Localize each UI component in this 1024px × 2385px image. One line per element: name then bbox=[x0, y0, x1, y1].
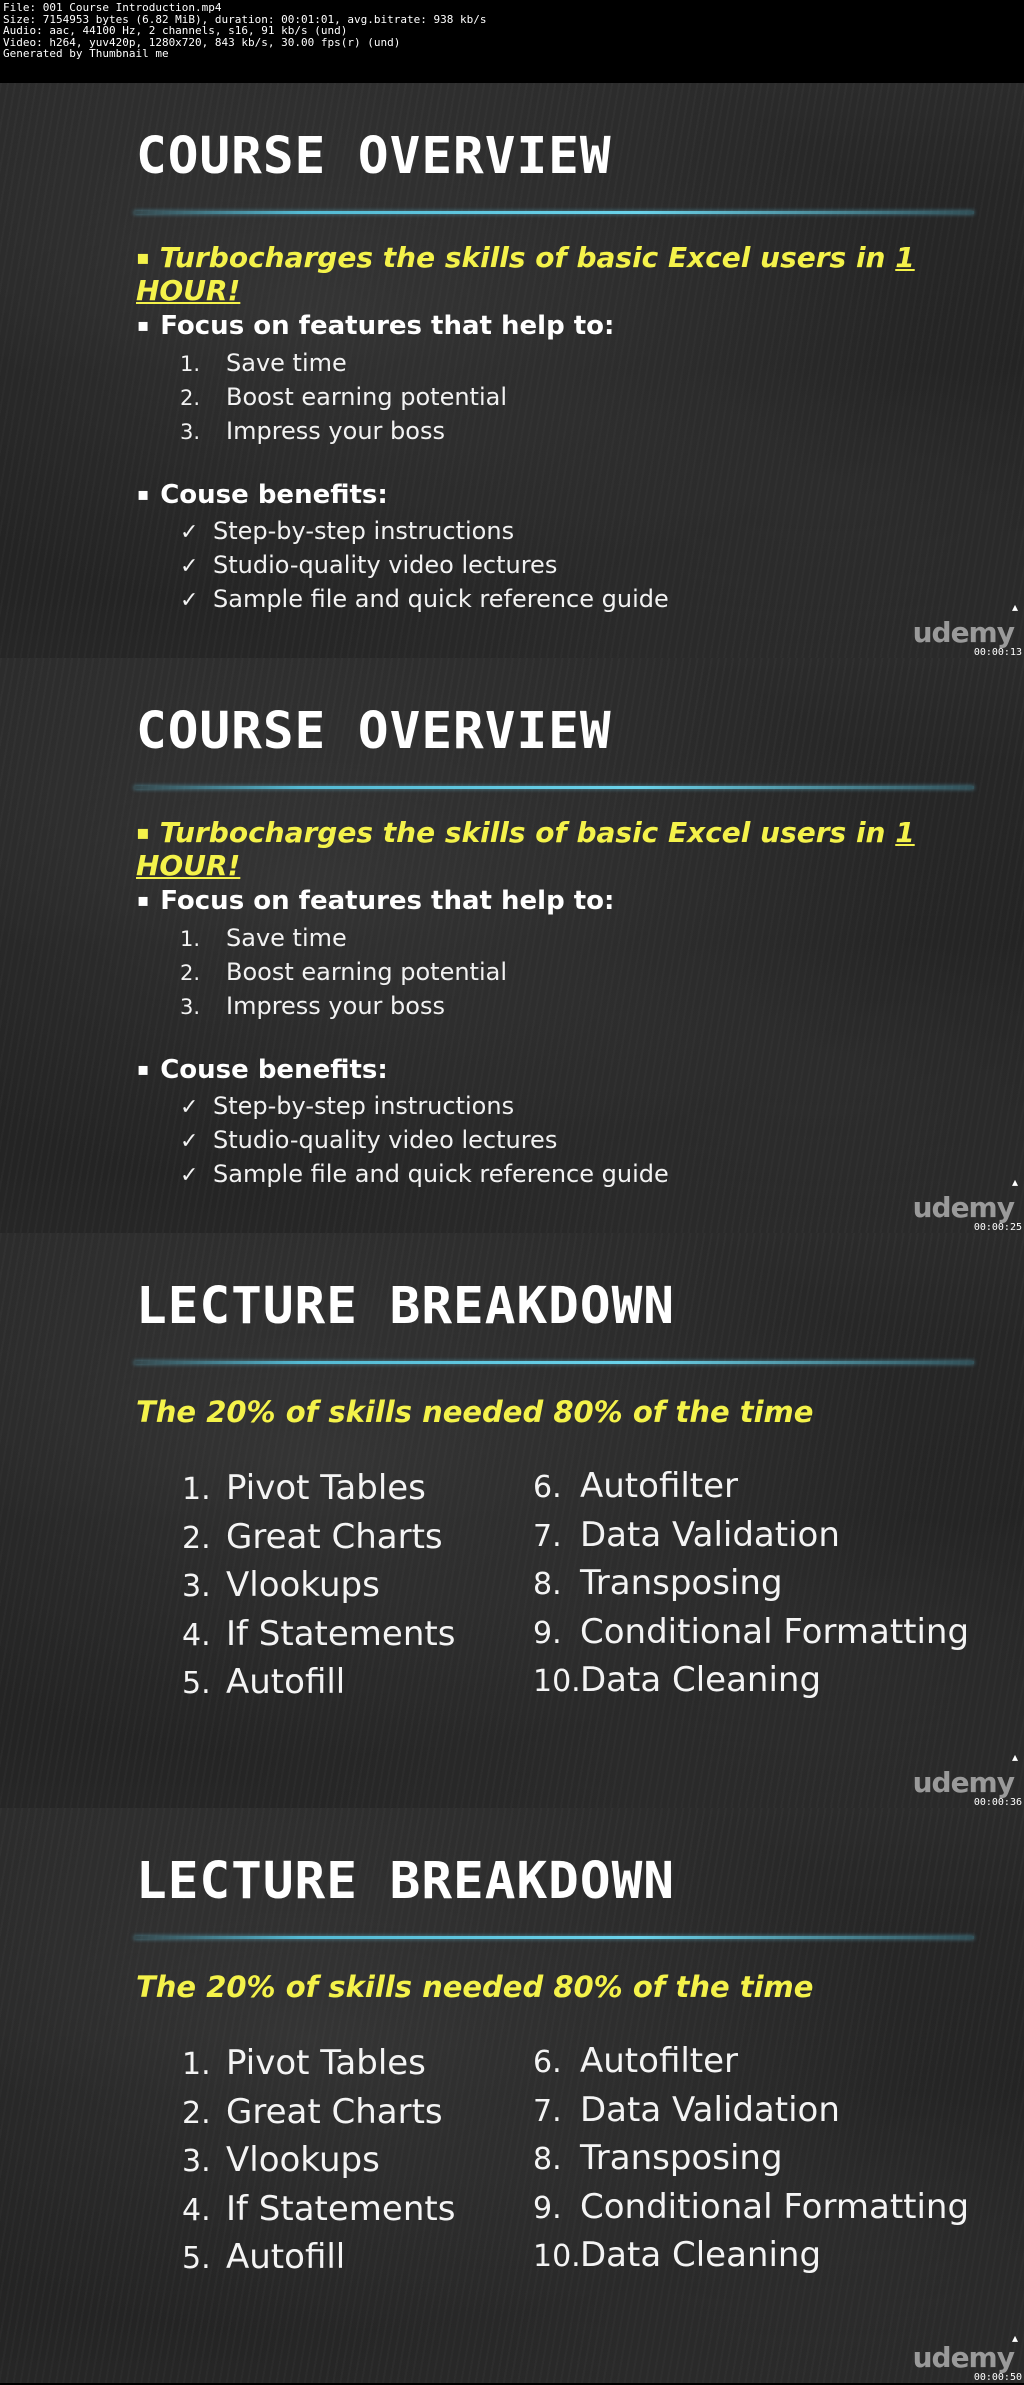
item-number: 8. bbox=[533, 2142, 562, 2177]
bullet-icon: ▪ bbox=[137, 315, 150, 336]
list-item bbox=[533, 2087, 969, 2136]
item-text: Impress your boss bbox=[226, 992, 445, 1020]
bullet-icon: ▪ bbox=[136, 245, 150, 269]
list-item bbox=[182, 2137, 455, 2186]
item-text: Studio-quality video lectures bbox=[213, 1126, 558, 1154]
item-text: Save time bbox=[226, 349, 347, 377]
lecture-list-left bbox=[182, 1465, 455, 1708]
item-text: Data Cleaning bbox=[580, 2235, 822, 2275]
item-text: If Statements bbox=[226, 1613, 456, 1654]
list-item bbox=[180, 1158, 669, 1192]
udemy-logo: udemy bbox=[912, 1191, 1014, 1224]
video-info-header bbox=[0, 0, 1024, 83]
checkmark-icon: ✓ bbox=[180, 520, 199, 545]
list-item bbox=[182, 2186, 455, 2235]
title-divider bbox=[134, 211, 974, 214]
item-number: 3. bbox=[182, 1569, 211, 1604]
item-number: 7. bbox=[533, 1518, 562, 1554]
list-item bbox=[182, 1562, 455, 1611]
cursor-icon: ▴ bbox=[1011, 1750, 1018, 1764]
checkmark-icon: ✓ bbox=[180, 1129, 199, 1154]
item-number: 6. bbox=[533, 1470, 562, 1505]
item-text: Vlookups bbox=[226, 2140, 380, 2180]
slide-title: COURSE OVERVIEW bbox=[136, 127, 612, 186]
list-item bbox=[180, 549, 669, 583]
udemy-logo: udemy bbox=[912, 616, 1014, 649]
benefits-heading-text: Couse benefits: bbox=[160, 480, 388, 510]
item-text: Sample file and quick reference guide bbox=[213, 1160, 669, 1188]
item-text: Boost earning potential bbox=[226, 383, 508, 411]
focus-heading bbox=[137, 886, 614, 916]
item-number: 1. bbox=[182, 2047, 211, 2082]
item-number: 5. bbox=[182, 1666, 211, 1701]
item-number: 2. bbox=[180, 961, 201, 985]
item-text: Autofill bbox=[226, 1662, 346, 1702]
list-item bbox=[180, 1124, 669, 1158]
benefits-list bbox=[180, 515, 669, 617]
list-item bbox=[182, 2234, 455, 2283]
item-text: Step-by-step instructions bbox=[213, 517, 515, 545]
item-text: Transposing bbox=[580, 2138, 783, 2178]
cursor-icon: ▴ bbox=[1011, 1175, 1018, 1189]
item-text: Step-by-step instructions bbox=[213, 1092, 515, 1120]
list-item bbox=[182, 2089, 455, 2138]
list-item bbox=[533, 2135, 969, 2184]
item-text: If Statements bbox=[226, 2188, 456, 2229]
udemy-logo: udemy bbox=[912, 1766, 1014, 1799]
item-text: Conditional Formatting bbox=[580, 1611, 970, 1652]
timestamp: 00:00:25 bbox=[973, 1222, 1022, 1233]
list-item bbox=[180, 922, 507, 956]
item-text: Data Cleaning bbox=[580, 1660, 822, 1700]
slide-subtitle: The 20% of skills needed 80% of the time bbox=[136, 1395, 814, 1429]
list-item bbox=[182, 2040, 455, 2089]
list-item bbox=[533, 1560, 969, 1609]
item-number: 3. bbox=[180, 995, 201, 1019]
item-text: Great Charts bbox=[226, 1516, 443, 1557]
benefits-heading bbox=[137, 1055, 388, 1085]
item-number: 7. bbox=[533, 2093, 562, 2129]
size-info-line: Size: 7154953 bytes (6.82 MiB), duration: 00:01:01, avg.bitrate: 938 kb/s bbox=[3, 12, 487, 26]
item-text: Transposing bbox=[580, 1563, 783, 1603]
list-item bbox=[180, 956, 507, 990]
list-item bbox=[182, 1514, 455, 1563]
item-number: 4. bbox=[182, 2192, 211, 2228]
benefits-heading-text: Couse benefits: bbox=[160, 1055, 388, 1085]
tagline-text: Turbocharges the skills of basic Excel users in bbox=[159, 816, 896, 849]
item-number: 1. bbox=[180, 927, 201, 951]
item-number: 3. bbox=[180, 420, 201, 444]
checkmark-icon: ✓ bbox=[180, 588, 199, 613]
list-item bbox=[533, 1512, 969, 1561]
list-item bbox=[182, 1611, 455, 1660]
bullet-icon: ▪ bbox=[137, 1059, 150, 1080]
cursor-icon: ▴ bbox=[1011, 600, 1018, 614]
item-number: 5. bbox=[182, 2241, 211, 2276]
tagline-highlight: 1 HOUR! bbox=[136, 241, 915, 307]
slide-title: LECTURE BREAKDOWN bbox=[136, 1852, 675, 1911]
tagline-text: Turbocharges the skills of basic Excel users in bbox=[159, 241, 896, 274]
item-text: Autofilter bbox=[580, 2041, 739, 2081]
focus-list bbox=[180, 922, 507, 1024]
checkmark-icon: ✓ bbox=[180, 1163, 199, 1188]
focus-heading bbox=[137, 311, 614, 341]
item-text: Pivot Tables bbox=[226, 1468, 426, 1508]
title-divider bbox=[134, 786, 974, 789]
lecture-list-right bbox=[533, 1463, 969, 1706]
list-item bbox=[180, 990, 507, 1024]
item-text: Data Validation bbox=[580, 2089, 840, 2130]
item-text: Autofilter bbox=[580, 1466, 739, 1506]
timestamp: 00:00:50 bbox=[973, 2372, 1022, 2383]
item-number: 1. bbox=[180, 352, 201, 376]
benefits-heading bbox=[137, 480, 388, 510]
list-item bbox=[180, 515, 669, 549]
item-text: Conditional Formatting bbox=[580, 2186, 970, 2227]
tagline-highlight: 1 HOUR! bbox=[136, 816, 915, 882]
focus-list bbox=[180, 347, 507, 449]
item-number: 9. bbox=[533, 1615, 562, 1651]
list-item bbox=[180, 347, 507, 381]
item-text: Boost earning potential bbox=[226, 958, 508, 986]
list-item bbox=[533, 1463, 969, 1512]
list-item bbox=[533, 2232, 969, 2281]
item-text: Data Validation bbox=[580, 1514, 840, 1555]
benefits-list bbox=[180, 1090, 669, 1192]
bullet-icon: ▪ bbox=[137, 890, 150, 911]
list-item bbox=[182, 1659, 455, 1708]
thumbnail-frame-4 bbox=[0, 1808, 1024, 2383]
lecture-list-right bbox=[533, 2038, 969, 2281]
bullet-icon: ▪ bbox=[136, 820, 150, 844]
audio-info-line: Audio: aac, 44100 Hz, 2 channels, s16, 91 kb/s (und) bbox=[3, 24, 348, 37]
item-text: Autofill bbox=[226, 2237, 346, 2277]
thumbnail-frame-1 bbox=[0, 83, 1024, 658]
timestamp: 00:00:36 bbox=[973, 1797, 1022, 1808]
item-number: 4. bbox=[182, 1617, 211, 1653]
item-number: 3. bbox=[182, 2144, 211, 2179]
list-item bbox=[180, 1090, 669, 1124]
cursor-icon: ▴ bbox=[1011, 2331, 1018, 2345]
checkmark-icon: ✓ bbox=[180, 1095, 199, 1120]
udemy-logo: udemy bbox=[912, 2341, 1014, 2374]
list-item bbox=[180, 583, 669, 617]
focus-heading-text: Focus on features that help to: bbox=[160, 886, 615, 916]
item-text: Save time bbox=[226, 924, 347, 952]
list-item bbox=[533, 2038, 969, 2087]
item-number: 1. bbox=[182, 1472, 211, 1507]
item-number: 2. bbox=[182, 1520, 211, 1556]
list-item bbox=[533, 2184, 969, 2233]
slide-title: LECTURE BREAKDOWN bbox=[136, 1277, 675, 1336]
item-text: Great Charts bbox=[226, 2091, 443, 2132]
item-number: 6. bbox=[533, 2045, 562, 2080]
file-info-line: File: 001 Course Introduction.mp4 bbox=[3, 1, 222, 14]
thumbnail-frame-2 bbox=[0, 658, 1024, 1233]
item-text: Sample file and quick reference guide bbox=[213, 585, 669, 613]
focus-heading-text: Focus on features that help to: bbox=[160, 311, 615, 341]
item-text: Pivot Tables bbox=[226, 2043, 426, 2083]
slide-subtitle: The 20% of skills needed 80% of the time bbox=[136, 1970, 814, 2004]
item-number: 9. bbox=[533, 2190, 562, 2226]
item-number: 2. bbox=[180, 386, 201, 410]
item-text: Impress your boss bbox=[226, 417, 445, 445]
item-number: 10. bbox=[533, 1664, 581, 1699]
list-item bbox=[533, 1609, 969, 1658]
slide-title: COURSE OVERVIEW bbox=[136, 702, 612, 761]
thumbnail-frame-3 bbox=[0, 1233, 1024, 1808]
item-number: 8. bbox=[533, 1567, 562, 1602]
list-item bbox=[182, 1465, 455, 1514]
item-number: 2. bbox=[182, 2095, 211, 2131]
lecture-list-left bbox=[182, 2040, 455, 2283]
list-item bbox=[180, 381, 507, 415]
bullet-icon: ▪ bbox=[137, 484, 150, 505]
item-text: Vlookups bbox=[226, 1565, 380, 1605]
checkmark-icon: ✓ bbox=[180, 554, 199, 579]
timestamp: 00:00:13 bbox=[973, 647, 1022, 658]
video-info-line: Video: h264, yuv420p, 1280x720, 843 kb/s, 30.00 fps(r) (und) bbox=[3, 35, 401, 49]
list-item bbox=[180, 415, 507, 449]
item-number: 10. bbox=[533, 2239, 581, 2274]
tagline bbox=[136, 241, 1024, 307]
title-divider bbox=[134, 1936, 974, 1939]
tagline bbox=[136, 816, 1024, 882]
generator-line: Generated by Thumbnail me bbox=[3, 47, 169, 60]
item-text: Studio-quality video lectures bbox=[213, 551, 558, 579]
title-divider bbox=[134, 1361, 974, 1364]
list-item bbox=[533, 1657, 969, 1706]
